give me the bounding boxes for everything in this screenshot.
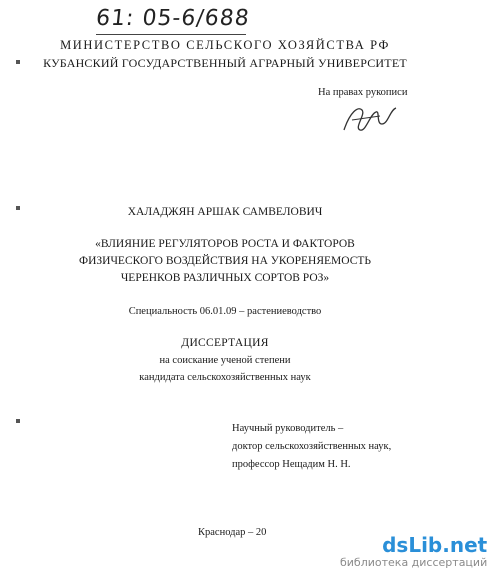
- author-name: ХАЛАДЖЯН АРШАК САМВЕЛОВИЧ: [127, 206, 323, 218]
- ministry-name: МИНИСТЕРСТВО СЕЛЬСКОГО ХОЗЯЙСТВА РФ: [60, 38, 390, 52]
- watermark: [340, 534, 487, 569]
- specialty-line: Специальность 06.01.09 – растениеводство: [128, 306, 322, 317]
- thesis-title-line: ФИЗИЧЕСКОГО ВОЗДЕЙСТВИЯ НА УКОРЕНЯЕМОСТЬ: [79, 255, 371, 267]
- supervisor-line: доктор сельскохозяйственных наук,: [232, 441, 392, 452]
- archive-mark: 61: 05-6/688: [94, 6, 252, 31]
- thesis-title-line: «ВЛИЯНИЕ РЕГУЛЯТОРОВ РОСТА И ФАКТОРОВ: [95, 238, 355, 250]
- work-type: ДИССЕРТАЦИЯ: [181, 337, 269, 349]
- supervisor-line: профессор Нещадим Н. Н.: [232, 459, 351, 470]
- watermark-subtitle: библиотека диссертаций: [340, 556, 487, 569]
- archive-mark-underline: [96, 34, 246, 35]
- manuscript-note: На правах рукописи: [318, 87, 408, 98]
- supervisor-line: Научный руководитель –: [232, 423, 344, 434]
- degree-line: кандидата сельскохозяйственных наук: [139, 372, 311, 383]
- city-year: Краснодар – 20: [198, 527, 267, 538]
- thesis-title-line: ЧЕРЕНКОВ РАЗЛИЧНЫХ СОРТОВ РОЗ»: [120, 272, 330, 284]
- degree-line: на соискание ученой степени: [159, 355, 291, 366]
- watermark-logo: dsLib.net: [382, 533, 487, 557]
- signature-image: [340, 100, 398, 136]
- university-name: КУБАНСКИЙ ГОСУДАРСТВЕННЫЙ АГРАРНЫЙ УНИВЕРСИТЕТ: [43, 56, 407, 70]
- scan-mark: [16, 419, 20, 423]
